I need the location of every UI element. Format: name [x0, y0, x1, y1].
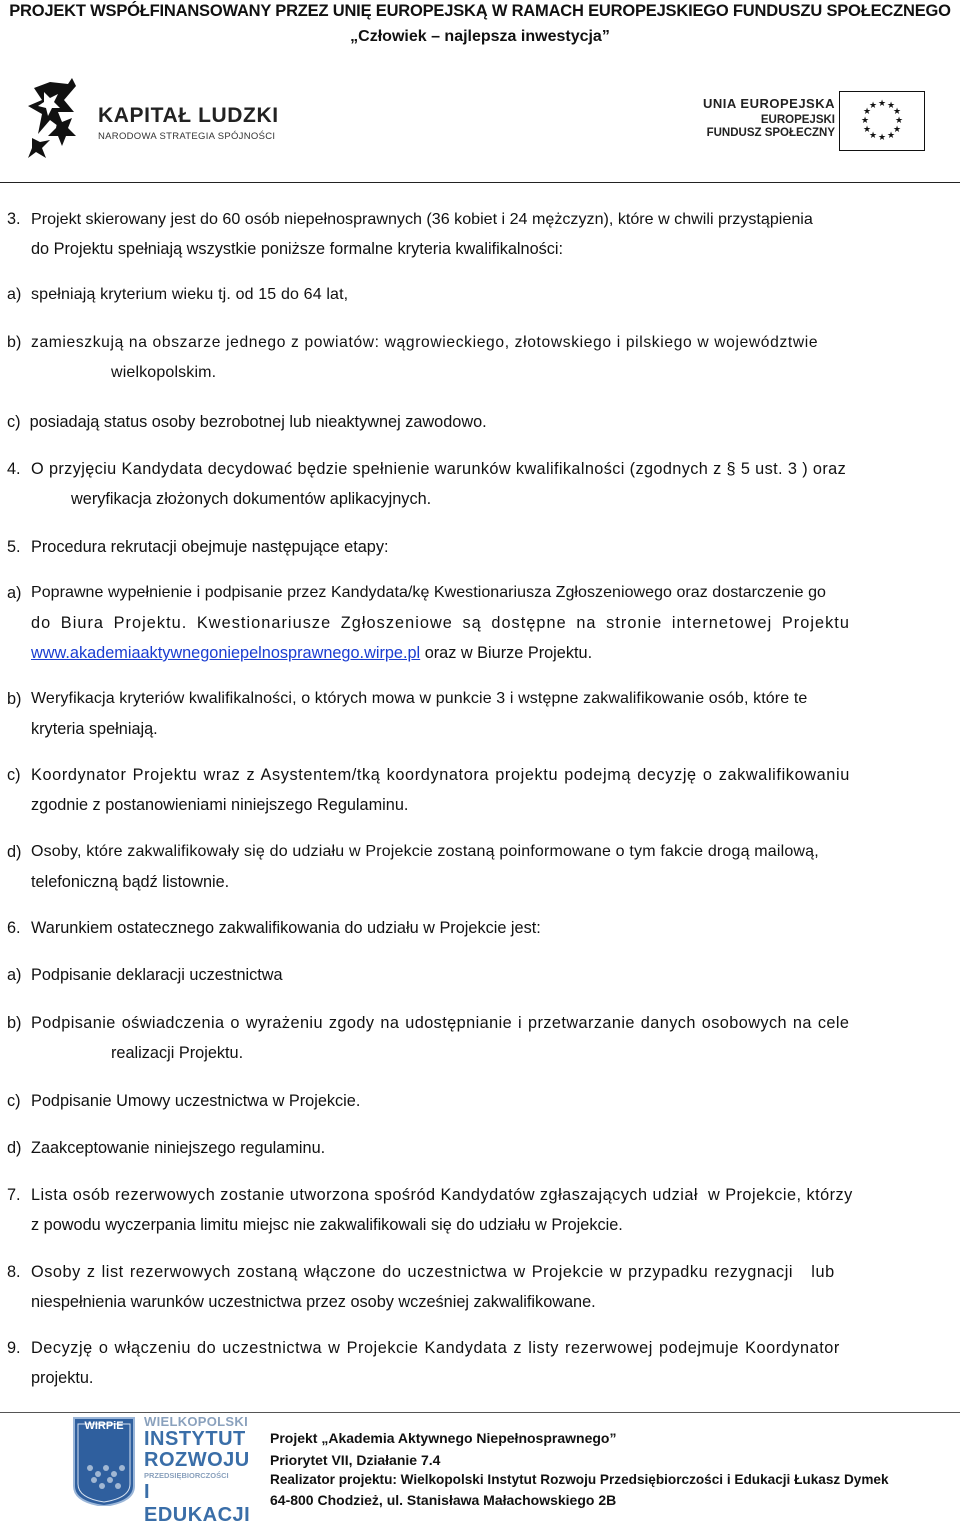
svg-text:★: ★ [877, 133, 887, 143]
paragraph-7-number: 7. [7, 1186, 21, 1204]
eu-line1: UNIA EUROPEJSKA [703, 96, 835, 111]
eu-logo-text [703, 96, 835, 139]
paragraph-3a-text: spełniają kryterium wieku tj. od 15 do 64 lat, [31, 286, 349, 303]
kapital-ludzki-subtitle: NARODOWA STRATEGIA SPÓJNOŚCI [98, 131, 276, 142]
header-divider [0, 182, 960, 183]
svg-text:★: ★ [862, 125, 872, 135]
paragraph-5-text: Procedura rekrutacji obejmuje następujące etapy: [31, 538, 389, 556]
wirpie-logo [72, 1414, 262, 1526]
svg-text:★: ★ [868, 101, 878, 111]
paragraph-5c-label: c) [7, 766, 21, 784]
paragraph-6a-text: Podpisanie deklaracji uczestnictwa [31, 966, 283, 984]
paragraph-5-number: 5. [7, 538, 21, 556]
paragraph-5a-line3 [31, 644, 592, 663]
eu-logo [700, 88, 935, 158]
svg-text:★: ★ [877, 99, 887, 109]
paragraph-9-number: 9. [7, 1339, 21, 1357]
paragraph-6b-line1: Podpisanie oświadczenia o wyrażeniu zgody na udostępnianie i przetwarzanie danych osobowych na cele [31, 1014, 850, 1032]
paragraph-4-line1: O przyjęciu Kandydata decydować będzie spełnienie warunków kwalifikalności (zgodnych z § 5 ust. 3 ) oraz [31, 460, 847, 478]
paragraph-6d-label: d) [7, 1139, 22, 1157]
svg-text:★: ★ [894, 116, 904, 126]
paragraph-8-line1: Osoby z list rezerwowych zostaną włączone do uczestnictwa w Projekcie w przypadku rezygnacji lub [31, 1263, 835, 1281]
paragraph-8-line2: niespełnienia warunków uczestnictwa przez osoby wcześniej zakwalifikowane. [31, 1293, 596, 1311]
paragraph-3-number: 3. [7, 210, 21, 228]
paragraph-3a-label: a) [7, 286, 22, 303]
paragraph-6-text: Warunkiem ostatecznego zakwalifikowania do udziału w Projekcie jest: [31, 919, 541, 937]
paragraph-3-line2: do Projektu spełniają wszystkie poniższe formalne kryteria kwalifikalności: [31, 240, 564, 258]
footer-divider [0, 1412, 960, 1413]
footer-project-name: Projekt „Akademia Aktywnego Niepełnosprawnego” [270, 1430, 617, 1446]
paragraph-8-number: 8. [7, 1263, 21, 1281]
wirpie-badge-text: WIRPiE [84, 1420, 124, 1432]
paragraph-6b-label: b) [7, 1014, 22, 1032]
svg-text:★: ★ [868, 131, 878, 141]
paragraph-3b-line2: wielkopolskim. [111, 364, 217, 381]
wirpie-line2: INSTYTUT [144, 1428, 246, 1450]
wirpie-line4: PRZEDSIĘBIORCZOŚCI [144, 1471, 229, 1480]
paragraph-5d-line1: Osoby, które zakwalifikowały się do udziału w Projekcie zostaną poinformowane o tym fakcie drogą mailową, [31, 843, 819, 860]
paragraph-6-number: 6. [7, 919, 21, 937]
wirpie-line3: ROZWOJU [144, 1449, 250, 1471]
eu-flag-icon [839, 91, 925, 151]
paragraph-6b-line2: realizacji Projektu. [111, 1044, 244, 1062]
wirpie-line1: WIELKOPOLSKI [144, 1414, 248, 1429]
header-title: PROJEKT WSPÓŁFINANSOWANY PRZEZ UNIĘ EUROPEJSKĄ W RAMACH EUROPEJSKIEGO FUNDUSZU SPOŁECZNEGO [9, 2, 951, 20]
footer-priority: Priorytet VII, Działanie 7.4 [270, 1452, 441, 1468]
paragraph-5c-line2: zgodnie z postanowieniami niniejszego Regulaminu. [31, 796, 409, 814]
paragraph-9-line1: Decyzję o włączeniu do uczestnictwa w Projekcie Kandydata z listy rezerwowej podejmuje Koordynator [31, 1339, 840, 1357]
paragraph-3b-line1: zamieszkują na obszarze jednego z powiatów: wągrowieckiego, złotowskiego i pilskiego w województwie [31, 334, 819, 351]
paragraph-4-line2: weryfikacja złożonych dokumentów aplikacyjnych. [71, 490, 432, 508]
paragraph-5a-line1: Poprawne wypełnienie i podpisanie przez Kandydata/kę Kwestionariusza Zgłoszeniowego oraz dostarczenie go [31, 584, 827, 601]
paragraph-7-line1: Lista osób rezerwowych zostanie utworzona spośród Kandydatów zgłaszających udział w Projekcie, którzy [31, 1186, 853, 1204]
eu-line2: EUROPEJSKI [760, 114, 835, 126]
paragraph-3-line1: Projekt skierowany jest do 60 osób niepełnosprawnych (36 kobiet i 24 mężczyzn), które w chwili przystąpienia [31, 210, 813, 228]
paragraph-6d-text: Zaakceptowanie niniejszego regulaminu. [31, 1139, 326, 1157]
svg-text:★: ★ [892, 107, 902, 117]
footer-address: 64-800 Chodzież, ul. Stanisława Małachowskiego 2B [270, 1492, 617, 1508]
paragraph-3c-text: c) posiadają status osoby bezrobotnej lub nieaktywnej zawodowo. [7, 413, 487, 431]
kapital-ludzki-logo [28, 78, 298, 164]
paragraph-5d-line2: telefoniczną bądź listownie. [31, 873, 230, 891]
svg-text:★: ★ [860, 116, 870, 126]
paragraph-5a-line3-tail: oraz w Biurze Projektu. [420, 644, 593, 662]
paragraph-5b-line2: kryteria spełniają. [31, 720, 158, 738]
paragraph-5c-line1: Koordynator Projektu wraz z Asystentem/tką koordynatora projektu podejmą decyzję o zakwalifikowaniu [31, 766, 850, 784]
eu-line3: FUNDUSZ SPOŁECZNY [706, 127, 835, 139]
paragraph-3b-label: b) [7, 334, 22, 351]
paragraph-5b-line1: Weryfikacja kryteriów kwalifikalności, o których mowa w punkcie 3 i wstępne zakwalifikowanie osób, które te [31, 690, 808, 707]
kapital-ludzki-emblem-icon [28, 78, 96, 162]
svg-text:★: ★ [886, 131, 896, 141]
kapital-ludzki-title: KAPITAŁ LUDZKI [98, 104, 279, 127]
svg-text:★: ★ [862, 107, 872, 117]
paragraph-5a-line2: do Biura Projektu. Kwestionariusze Zgłoszeniowe są dostępne na stronie internetowej Projektu [31, 614, 850, 632]
paragraph-9-line2: projektu. [31, 1369, 94, 1387]
paragraph-5b-label: b) [7, 690, 22, 708]
paragraph-6a-label: a) [7, 966, 22, 984]
wirpie-line5: I EDUKACJI [144, 1481, 251, 1526]
svg-text:★: ★ [892, 125, 902, 135]
paragraph-7-line2: z powodu wyczerpania limitu miejsc nie zakwalifikowali się do udziału w Projekcie. [31, 1216, 623, 1234]
paragraph-4-number: 4. [7, 460, 21, 478]
paragraph-5a-label: a) [7, 584, 22, 602]
svg-text:★: ★ [886, 101, 896, 111]
paragraph-6c-label: c) [7, 1092, 21, 1110]
paragraph-6c-text: Podpisanie Umowy uczestnictwa w Projekcie. [31, 1092, 361, 1110]
paragraph-5d-label: d) [7, 843, 22, 861]
header-slogan: „Człowiek – najlepsza inwestycja” [350, 28, 610, 45]
footer-realizator: Realizator projektu: Wielkopolski Instytut Rozwoju Przedsiębiorczości i Edukacji Łukasz Dymek [270, 1472, 889, 1487]
project-website-link[interactable]: www.akademiaaktywnegoniepelnosprawnego.wirpe.pl [31, 644, 421, 662]
